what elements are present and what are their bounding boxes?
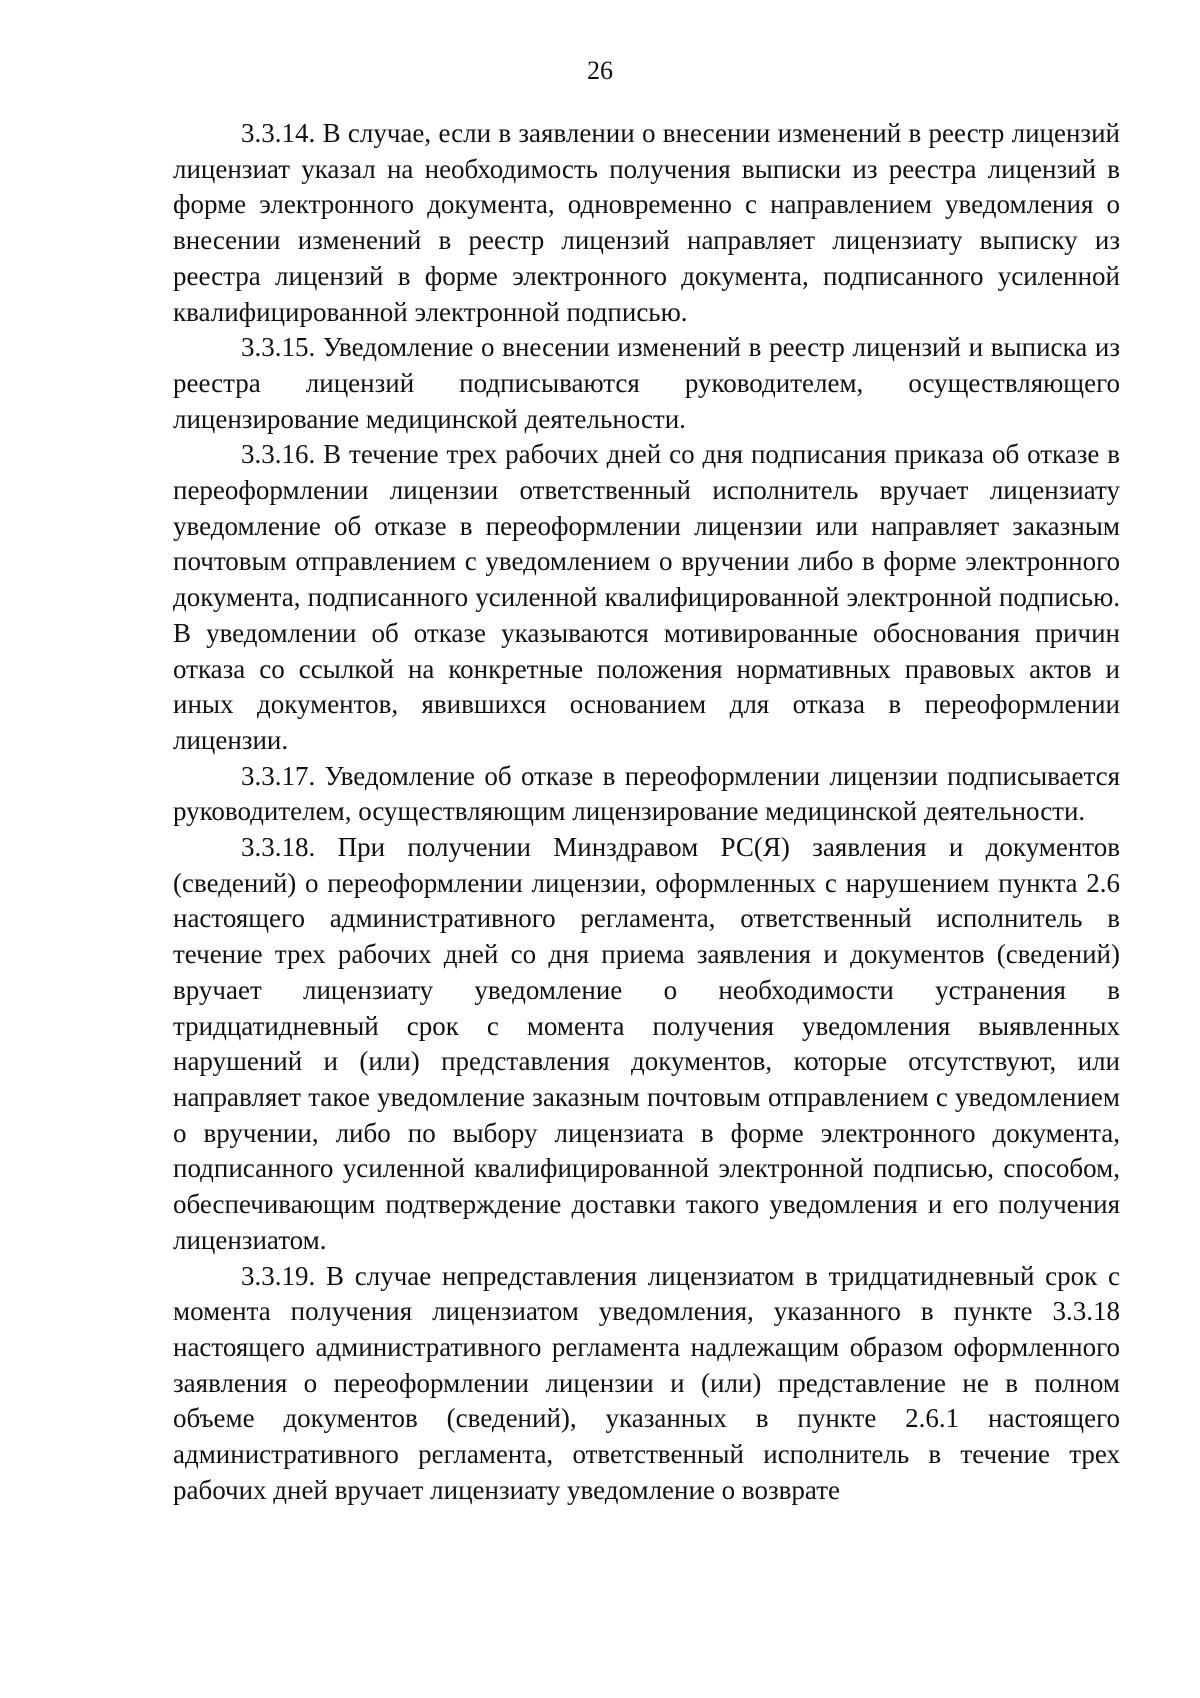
paragraph-3-3-19: 3.3.19. В случае непредставления лицензиатом в тридцатидневный срок с момента получения лицензиатом уведомления, указанного в пункте 3.3.18 настоящего административного регламента надлежащим образом оформленного заявления о переоформлении лицензии и (или) представление не в полном объеме документов (сведений), указанных в пункте 2.6.1 настоящего административного регламента, ответственный исполнитель в течение трех рабочих дней вручает лицензиату уведомление о возврате <box>173 1260 1120 1505</box>
paragraph-3-3-16: 3.3.16. В течение трех рабочих дней со дня подписания приказа об отказе в переоформлении лицензии ответственный исполнитель вручает лицензиату уведомление об отказе в переоформлении лицензии или направляет заказным почтовым отправлением с уведомлением о вручении либо в форме электронного документа, подписанного усиленной квалифицированной электронной подписью. В уведомлении об отказе указываются мотивированные обоснования причин отказа со ссылкой на конкретные положения нормативных правовых актов и иных документов, явившихся основанием для отказа в переоформлении лицензии. <box>173 439 1120 755</box>
paragraph-3-3-18: 3.3.18. При получении Минздравом РС(Я) заявления и документов (сведений) о переоформлении лицензии, оформленных с нарушением пункта 2.6 настоящего административного регламента, ответственный исполнитель в течение трех рабочих дней со дня приема заявления и документов (сведений) вручает лицензиату уведомление о необходимости устранения в тридцатидневный срок с момента получения уведомления выявленных нарушений и (или) представления документов, которые отсутствуют, или направляет такое уведомление заказным почтовым отправлением с уведомлением о вручении, либо по выбору лицензиата в форме электронного документа, подписанного усиленной квалифицированной электронной подписью, способом, обеспечивающим подтверждение доставки такого уведомления и его получения лицензиатом. <box>173 832 1120 1255</box>
document-body <box>173 116 1120 1508</box>
paragraph-3-3-15: 3.3.15. Уведомление о внесении изменений в реестр лицензий и выписка из реестра лицензий подписываются руководителем, осуществляющего лицензирование медицинской деятельности. <box>173 332 1120 434</box>
paragraph-3-3-17: 3.3.17. Уведомление об отказе в переоформлении лицензии подписывается руководителем, осуществляющим лицензирование медицинской деятельности. <box>173 760 1120 827</box>
paragraph-3-3-14: 3.3.14. В случае, если в заявлении о внесении изменений в реестр лицензий лицензиат указал на необходимость получения выписки из реестра лицензий в форме электронного документа, одновременно с направлением уведомления о внесении изменений в реестр лицензий направляет лицензиату выписку из реестра лицензий в форме электронного документа, подписанного усиленной квалифицированной электронной подписью. <box>173 118 1120 327</box>
page-number: 26 <box>587 56 613 85</box>
